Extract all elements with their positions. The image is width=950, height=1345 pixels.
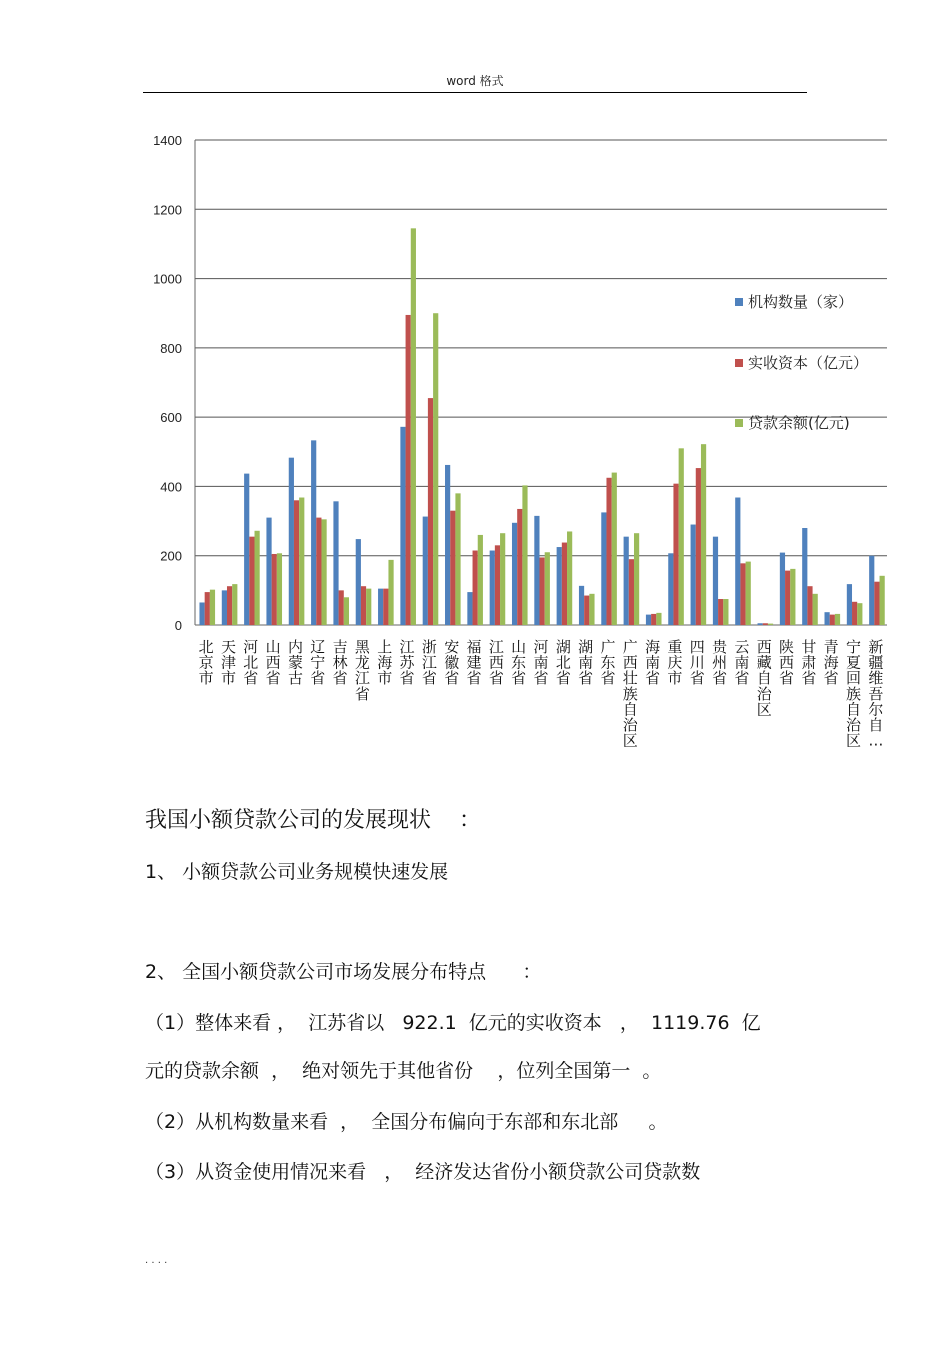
bar xyxy=(289,458,294,625)
bar xyxy=(473,551,478,625)
bar xyxy=(428,398,433,625)
bar xyxy=(668,553,673,625)
bar xyxy=(400,427,405,625)
section-title: 我国小额贷款公司的发展现状 ： xyxy=(145,808,481,833)
bar xyxy=(612,473,617,625)
x-category-label: 山西省 xyxy=(265,638,281,688)
bar xyxy=(557,547,562,625)
bar xyxy=(500,533,505,625)
bar xyxy=(584,596,589,625)
bar xyxy=(255,531,260,625)
bar xyxy=(540,557,545,625)
bar xyxy=(874,582,879,625)
bar xyxy=(646,615,651,625)
bar xyxy=(723,599,728,625)
x-category-label: 江西省 xyxy=(488,638,504,688)
x-category-label: 黑龙江省 xyxy=(354,638,370,703)
bar xyxy=(562,543,567,625)
bar xyxy=(758,623,763,625)
bar xyxy=(651,614,656,625)
bar xyxy=(847,584,852,625)
x-category-label: 海南省 xyxy=(645,638,661,688)
bar xyxy=(768,624,773,625)
bar xyxy=(835,614,840,625)
bar xyxy=(383,589,388,625)
bar xyxy=(478,535,483,625)
x-category-label: 新疆维吾尔自… xyxy=(868,638,884,750)
bar xyxy=(512,523,517,625)
bar xyxy=(450,511,455,625)
x-category-label: 北京市 xyxy=(198,638,214,688)
paragraph-3: （1）整体来看 ， 江苏省以 922.1 亿元的实收资本 ， 1119.76 亿 xyxy=(145,1012,761,1034)
bar xyxy=(333,501,338,625)
bar xyxy=(624,537,629,625)
bar xyxy=(857,603,862,625)
bar xyxy=(339,590,344,625)
bar xyxy=(629,559,634,625)
bar xyxy=(718,599,723,625)
bar xyxy=(691,525,696,625)
legend-swatch xyxy=(735,419,743,427)
bar xyxy=(344,597,349,625)
bar xyxy=(790,569,795,625)
bar xyxy=(266,518,271,625)
paragraph-6: （3）从资金使用情况来看 ， 经济发达省份小额贷款公司贷款数 xyxy=(145,1161,701,1183)
bar xyxy=(356,539,361,625)
x-category-label: 宁夏回族自治区 xyxy=(846,638,862,750)
x-category-label: 重庆市 xyxy=(667,638,683,688)
x-category-label: 陕西省 xyxy=(779,638,795,688)
x-category-label: 福建省 xyxy=(466,638,482,688)
x-axis-categories xyxy=(199,638,884,750)
x-category-label: 甘肃省 xyxy=(801,638,817,688)
bar xyxy=(589,594,594,625)
legend-label: 贷款余额(亿元) xyxy=(748,414,850,432)
x-category-label: 四川省 xyxy=(689,638,705,688)
x-category-label: 西藏自治区 xyxy=(756,638,772,719)
bar xyxy=(679,448,684,625)
x-category-label: 湖北省 xyxy=(555,638,571,688)
x-category-label: 湖南省 xyxy=(578,638,594,688)
bar xyxy=(606,478,611,625)
bar xyxy=(467,592,472,625)
y-axis-ticks xyxy=(153,133,182,633)
bar xyxy=(545,552,550,625)
bar xyxy=(277,553,282,625)
bar xyxy=(830,615,835,625)
bar xyxy=(780,553,785,625)
bar xyxy=(824,612,829,625)
y-tick-label: 1000 xyxy=(153,271,182,287)
bar xyxy=(601,512,606,625)
bar xyxy=(634,533,639,625)
bar xyxy=(656,613,661,625)
bar xyxy=(445,465,450,625)
bar xyxy=(321,519,326,625)
y-tick-label: 1200 xyxy=(153,202,182,218)
bar xyxy=(785,571,790,625)
bar xyxy=(411,228,416,625)
y-tick-label: 1400 xyxy=(153,133,182,148)
bar xyxy=(423,517,428,625)
bar xyxy=(199,602,204,625)
bar xyxy=(517,509,522,625)
bar xyxy=(673,484,678,625)
bar xyxy=(567,531,572,625)
y-tick-label: 0 xyxy=(174,618,182,633)
paragraph-4: 元的贷款余额 ， 绝对领先于其他省份 ，位列全国第一 。 xyxy=(145,1060,662,1082)
bar xyxy=(490,551,495,625)
x-category-label: 江苏省 xyxy=(399,638,415,688)
x-category-label: 贵州省 xyxy=(712,638,728,688)
x-category-label: 安徽省 xyxy=(444,638,460,688)
bar xyxy=(433,313,438,625)
bar-chart xyxy=(0,110,950,780)
x-category-label: 浙江省 xyxy=(421,638,437,688)
bar xyxy=(713,537,718,625)
legend-label: 实收资本（亿元） xyxy=(748,354,869,372)
bar xyxy=(763,623,768,625)
bar xyxy=(244,474,249,625)
paragraph-2: 2、 全国小额贷款公司市场发展分布特点 ： xyxy=(145,961,542,983)
bar xyxy=(388,560,393,625)
y-tick-label: 800 xyxy=(160,340,182,356)
x-category-label: 天津市 xyxy=(220,638,236,688)
bar xyxy=(735,498,740,625)
x-category-label: 云南省 xyxy=(734,638,750,688)
bar xyxy=(807,586,812,625)
bar xyxy=(311,440,316,625)
bar xyxy=(272,554,277,625)
bar xyxy=(210,590,215,625)
bar xyxy=(378,589,383,625)
page-header: word 格式 xyxy=(446,74,504,88)
bar xyxy=(740,563,745,625)
y-tick-label: 200 xyxy=(160,548,182,564)
x-category-label: 上海市 xyxy=(377,638,393,688)
bar xyxy=(361,586,366,625)
bar xyxy=(880,576,885,625)
bar xyxy=(232,584,237,625)
header-rule xyxy=(143,92,807,93)
bar xyxy=(701,444,706,625)
x-category-label: 河北省 xyxy=(243,638,259,688)
bar xyxy=(406,315,411,625)
bar xyxy=(696,468,701,625)
bar xyxy=(249,537,254,625)
page-footer: . . . . xyxy=(145,1255,168,1266)
legend-swatch xyxy=(735,298,743,306)
bar xyxy=(534,516,539,625)
x-category-label: 辽宁省 xyxy=(310,638,326,688)
bar xyxy=(813,594,818,625)
bar xyxy=(205,592,210,625)
y-tick-label: 600 xyxy=(160,410,182,426)
bar xyxy=(579,586,584,625)
bar xyxy=(802,528,807,625)
legend-swatch xyxy=(735,359,743,367)
bar xyxy=(852,602,857,625)
bar xyxy=(227,586,232,625)
bar xyxy=(746,562,751,625)
y-tick-label: 400 xyxy=(160,479,182,495)
bar xyxy=(522,485,527,625)
x-category-label: 广西壮族自治区 xyxy=(622,638,638,750)
bar xyxy=(316,518,321,625)
legend-label: 机构数量（家） xyxy=(748,293,854,311)
bar xyxy=(222,590,227,625)
bar xyxy=(869,556,874,625)
x-category-label: 吉林省 xyxy=(332,638,348,688)
x-category-label: 内蒙古 xyxy=(287,638,303,688)
x-category-label: 广东省 xyxy=(600,638,616,688)
x-category-label: 青海省 xyxy=(823,638,839,688)
chart-legend xyxy=(735,293,868,432)
bar xyxy=(294,500,299,625)
x-category-label: 河南省 xyxy=(533,638,549,688)
bar xyxy=(495,545,500,625)
paragraph-1: 1、 小额贷款公司业务规模快速发展 xyxy=(145,861,449,883)
bar xyxy=(455,493,460,625)
x-category-label: 山东省 xyxy=(511,638,527,688)
bar xyxy=(366,589,371,625)
paragraph-5: （2）从机构数量来看 ， 全国分布偏向于东部和东北部 。 xyxy=(145,1111,668,1133)
bar xyxy=(299,498,304,625)
